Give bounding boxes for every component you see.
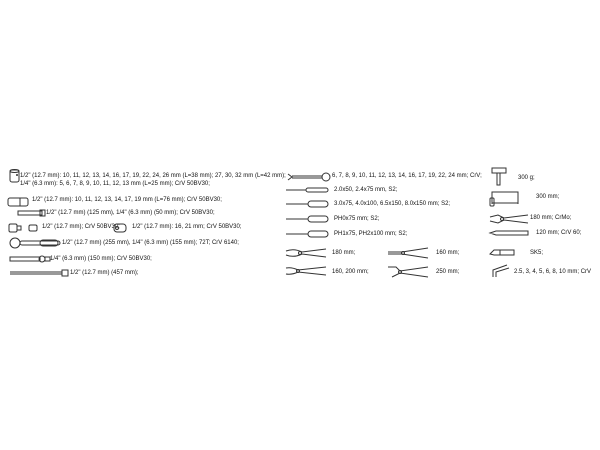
hacksaw-spec: 300 mm; (536, 194, 560, 200)
extensions-spec: 1/2" (12.7 mm) (125 mm), 1/4" (6.3 mm) (50 mm); CrV 50BV30; (46, 210, 215, 216)
chisel-spec: 120 mm; CrV 60; (536, 230, 582, 236)
adapter-icon (7, 222, 39, 234)
utility-knife-spec: SK5; (530, 250, 544, 256)
bullet-dot (16, 174, 18, 176)
breaker-bar-icon (8, 267, 70, 277)
precision-screwdrivers-spec: 2.0x50, 2.4x75 mm, S2; (334, 187, 398, 193)
ratchet-icon (6, 235, 64, 251)
side-cutters-icon (284, 263, 328, 279)
hex-key-icon (490, 262, 512, 280)
water-pump-pliers-spec: 250 mm; (436, 269, 460, 275)
pozi-screwdriver-spec: PH0x75 mm; S2; (334, 216, 380, 222)
deep-sockets-spec: 1/2" (12.7 mm): 10, 11, 12, 13, 14, 17, 19 mm (L=76 mm); CrV 50BV30; (32, 197, 222, 203)
combination-spanner-icon (284, 170, 332, 184)
sockets-spec-line2: 1/4" (6.3 mm): 5, 6, 7, 8, 9, 10, 11, 12, 13 mm (L=25 mm); CrV 50BV30; (20, 181, 210, 187)
hammer-icon (490, 166, 518, 186)
sockets-spec-line1: 1/2" (12.7 mm): 10, 11, 12, 13, 14, 16, 17, 19, 22, 24, 26 mm (L=38 mm); 27, 30, 32 mm (L=42 mm); (20, 173, 286, 179)
long-nose-pliers-spec: 160 mm; (436, 250, 460, 256)
hammer-spec: 300 g; (518, 175, 535, 181)
combination-pliers-spec: 180 mm; (332, 250, 356, 256)
long-nose-pliers-icon (386, 245, 430, 261)
phillips-screwdriver-icon (284, 229, 332, 239)
breaker-bar-spec: 1/2" (12.7 mm) (457 mm); (70, 270, 139, 276)
spanners-spec: 6, 7, 8, 9, 10, 11, 12, 13, 14, 16, 17, 19, 22, 24 mm; CrV; (332, 173, 482, 179)
utility-knife-icon (488, 245, 516, 259)
locking-pliers-icon (488, 212, 530, 226)
chisel-icon (488, 228, 532, 238)
phillips-screwdrivers-spec: PH1x75, PH2x100 mm; S2; (334, 231, 408, 237)
side-cutters-spec: 160, 200 mm; (332, 269, 369, 275)
flat-screwdriver-icon (284, 199, 332, 209)
flex-handle-spec: 1/4" (6.3 mm) (150 mm); CrV 50BV30; (50, 256, 152, 262)
spark-plug-socket-icon (112, 222, 130, 234)
locking-pliers-spec: 180 mm; CrMo; (530, 215, 572, 221)
precision-screwdriver-icon (284, 185, 332, 195)
pozi-screwdriver-icon (284, 214, 332, 224)
flex-handle-icon (8, 254, 52, 264)
extension-bar-icon (8, 208, 48, 218)
spark-plug-sockets-spec: 1/2" (12.7 mm): 16, 21 mm; CrV 50BV30; (132, 224, 242, 230)
water-pump-pliers-icon (386, 263, 430, 281)
deep-socket-icon (6, 196, 32, 208)
combination-pliers-icon (284, 245, 328, 261)
hacksaw-icon (488, 188, 522, 208)
ratchets-spec: 1/2" (12.7 mm) (255 mm), 1/4" (6.3 mm) (155 mm); 72T; CrV 6140; (62, 240, 239, 246)
hex-keys-spec: 2.5, 3, 4, 5, 6, 8, 10 mm; CrV (514, 269, 592, 275)
flat-screwdrivers-spec: 3.0x75, 4.0x100, 6.5x150, 8.0x150 mm; S2; (334, 201, 451, 207)
adapters-spec: 1/2" (12.7 mm); CrV 50BV30; (42, 224, 120, 230)
